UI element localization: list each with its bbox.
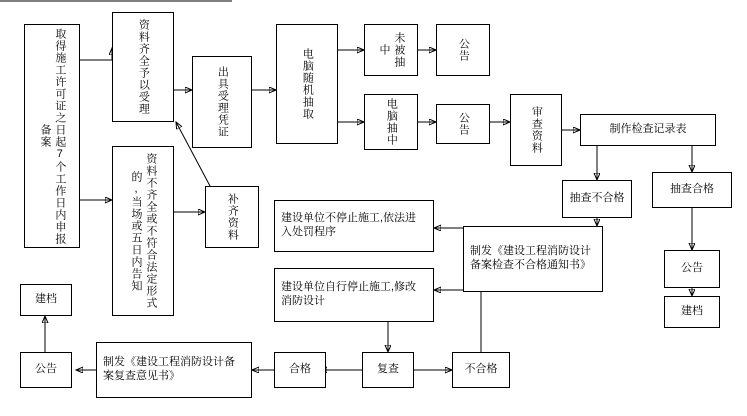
node-random-selection: 电脑随机抽取: [276, 24, 338, 144]
node-announcement-not-selected: 公告: [436, 24, 490, 76]
node-inspection-failed: 抽查不合格: [562, 180, 632, 218]
node-announcement-selected: 公告: [436, 104, 490, 144]
node-recheck: 复查: [362, 352, 414, 388]
node-materials-complete: 资料齐全予以受理: [112, 12, 174, 122]
node-inspection-record: 制作检查记录表: [580, 114, 716, 146]
node-recheck-pass: 合格: [274, 352, 326, 388]
node-recheck-opinion: 制发《建设工程消防设计备案复查意见书》: [96, 342, 252, 398]
node-failure-notice: 制发《建设工程消防设计备案检查不合格通知书》: [463, 226, 603, 292]
node-not-selected: 未被抽中: [364, 24, 418, 76]
node-review-materials: 审查资料: [510, 94, 562, 166]
node-apply-record: 取得施工许可证之日起7个工作日内申报备案: [24, 24, 80, 248]
node-acceptance-certificate: 出具受理凭证: [192, 56, 252, 148]
node-supplement-materials: 补齐资料: [205, 186, 259, 248]
node-inspection-passed: 抽查合格: [652, 172, 732, 208]
node-archive-passed: 建档: [664, 296, 720, 328]
node-archive-final: 建档: [20, 284, 72, 316]
node-not-stop-construction: 建设单位不停止施工,依法进入处罚程序: [274, 200, 434, 252]
node-recheck-fail: 不合格: [452, 352, 510, 388]
node-selected: 电脑抽中: [364, 94, 418, 150]
node-announcement-final: 公告: [20, 352, 72, 388]
node-self-stop-construction: 建设单位自行停止施工,修改消防设计: [274, 268, 434, 322]
node-announcement-passed: 公告: [664, 250, 720, 288]
node-materials-incomplete: 资料不齐全或不符合法定形式的,当场或五日内告知: [112, 146, 174, 316]
